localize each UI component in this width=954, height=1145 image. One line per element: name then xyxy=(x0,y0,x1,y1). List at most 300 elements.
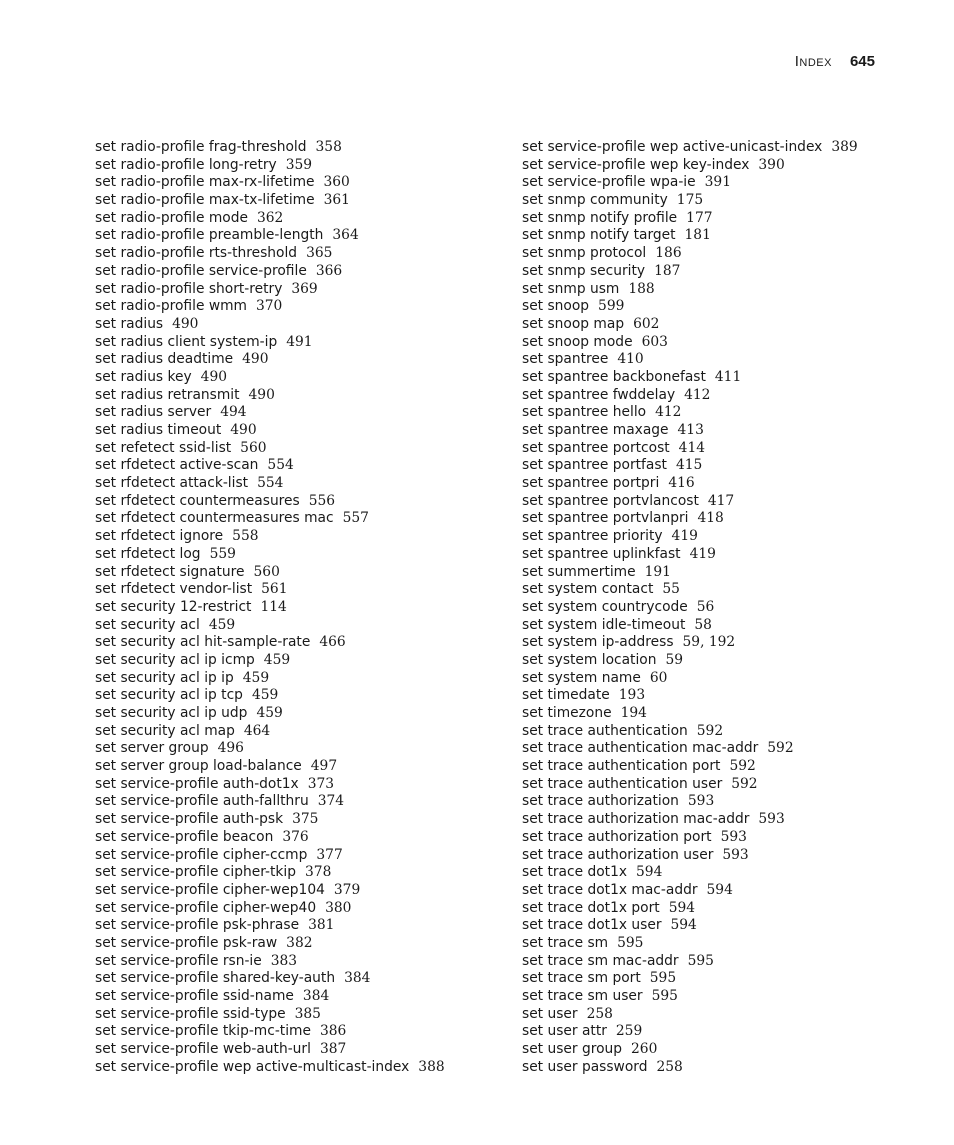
index-page-ref: 259 xyxy=(615,1023,643,1040)
index-term: set security acl hit-sample-rate xyxy=(95,634,311,651)
index-entry xyxy=(522,599,922,617)
index-page-ref: 602 xyxy=(633,315,660,332)
index-page-ref: 459 xyxy=(256,705,283,721)
index-page-ref: 177 xyxy=(686,209,713,226)
index-entry xyxy=(95,510,505,528)
index-page-ref: 459 xyxy=(251,687,279,704)
index-entry xyxy=(95,227,505,245)
index-entry xyxy=(95,263,505,281)
index-entry xyxy=(95,334,505,352)
index-term: set service-profile tkip-mc-time xyxy=(95,1023,311,1040)
index-term: set radius timeout xyxy=(95,422,222,438)
index-page-ref: 260 xyxy=(631,1041,658,1058)
index-term: set snmp usm xyxy=(522,280,620,297)
index-term: set trace sm user xyxy=(522,988,643,1004)
running-header xyxy=(795,53,875,70)
index-term: set radius client system-ip xyxy=(95,333,278,350)
index-entry xyxy=(95,847,505,865)
index-page-ref: 594 xyxy=(636,864,663,881)
index-entry xyxy=(522,245,922,263)
index-page-ref: 414 xyxy=(678,439,706,456)
index-entry xyxy=(95,882,505,900)
index-entry xyxy=(522,935,922,953)
index-page-ref: 365 xyxy=(306,245,333,262)
index-page-ref: 419 xyxy=(671,528,698,545)
index-entry xyxy=(95,475,505,493)
index-entry xyxy=(95,528,505,546)
index-page-ref: 383 xyxy=(270,952,298,969)
index-entry xyxy=(522,174,922,192)
index-entry xyxy=(522,634,922,652)
index-page-ref: 559 xyxy=(209,545,236,562)
index-entry xyxy=(95,935,505,953)
index-entry xyxy=(95,351,505,369)
index-entry xyxy=(95,776,505,794)
index-page-ref: 379 xyxy=(333,881,361,898)
index-page-ref: 595 xyxy=(687,952,714,969)
index-page-ref: 459 xyxy=(208,616,236,633)
index-entry xyxy=(522,351,922,369)
index-page-ref: 359 xyxy=(285,156,313,173)
index-entry xyxy=(522,493,922,511)
index-term: set system name xyxy=(522,669,641,686)
index-page-ref: 490 xyxy=(172,315,199,332)
index-page-ref: 364 xyxy=(332,227,359,244)
index-page-ref: 556 xyxy=(308,492,336,509)
index-term: set trace authentication mac-addr xyxy=(522,740,759,757)
index-term: set server group xyxy=(95,740,209,757)
index-term: set system contact xyxy=(522,581,654,598)
index-entry xyxy=(522,953,922,971)
index-page-ref: 561 xyxy=(261,581,288,598)
index-entry xyxy=(95,493,505,511)
index-page-ref: 55 xyxy=(662,581,680,598)
index-page-ref: 593 xyxy=(758,811,785,828)
index-page-ref: 175 xyxy=(676,192,704,209)
index-entry xyxy=(522,1023,922,1041)
index-term: set summertime xyxy=(522,563,636,580)
index-term: set service-profile cipher-tkip xyxy=(95,864,297,881)
index-entry xyxy=(522,564,922,582)
index-page-ref: 412 xyxy=(655,404,682,421)
index-page-ref: 384 xyxy=(344,970,371,987)
index-page-ref: 193 xyxy=(618,687,646,704)
index-term: set refetect ssid-list xyxy=(95,439,232,456)
index-term: set snoop map xyxy=(522,315,625,332)
index-entry xyxy=(95,422,505,440)
index-entry xyxy=(522,510,922,528)
index-term: set spantree portfast xyxy=(522,457,667,474)
index-term: set system location xyxy=(522,651,657,668)
index-term: set rfdetect signature xyxy=(95,563,245,580)
index-page-ref: 366 xyxy=(315,262,343,279)
index-term: set trace authorization xyxy=(522,793,679,810)
index-page-ref: 385 xyxy=(294,1005,321,1022)
index-term: set radius server xyxy=(95,404,212,421)
index-page-ref: 595 xyxy=(649,970,677,987)
index-page-ref: 360 xyxy=(323,174,350,191)
index-page-ref: 258 xyxy=(656,1058,683,1075)
index-term: set radius deadtime xyxy=(95,351,234,368)
index-page-ref: 58 xyxy=(694,616,712,633)
index-page-ref: 466 xyxy=(319,634,346,651)
index-page-ref: 191 xyxy=(644,563,671,580)
index-term: set radio-profile max-rx-lifetime xyxy=(95,174,315,191)
index-page-ref: 491 xyxy=(286,333,313,350)
index-entry xyxy=(95,652,505,670)
index-term: set service-profile beacon xyxy=(95,828,274,845)
index-term: set radio-profile frag-threshold xyxy=(95,139,307,155)
index-term: set service-profile web-auth-url xyxy=(95,1041,311,1058)
index-term: set service-profile rsn-ie xyxy=(95,952,262,969)
index-entry xyxy=(522,670,922,688)
index-entry xyxy=(95,210,505,228)
index-term: set spantree backbonefast xyxy=(522,368,706,385)
index-page-ref: 361 xyxy=(323,192,350,209)
index-entry xyxy=(522,387,922,405)
index-term: set rfdetect log xyxy=(95,545,201,562)
index-page-ref: 592 xyxy=(767,740,794,757)
index-entry xyxy=(95,900,505,918)
index-page-ref: 490 xyxy=(248,386,275,403)
index-entry xyxy=(522,475,922,493)
index-page-ref: 386 xyxy=(319,1023,347,1040)
index-term: set system countrycode xyxy=(522,598,688,615)
index-entry xyxy=(95,829,505,847)
index-term: set spantree portvlanpri xyxy=(522,510,689,527)
index-entry xyxy=(522,740,922,758)
index-term: set service-profile wpa-ie xyxy=(522,174,696,191)
index-term: set server group load-balance xyxy=(95,758,302,775)
index-term: set service-profile psk-raw xyxy=(95,934,278,951)
index-entry xyxy=(522,528,922,546)
index-page-ref: 558 xyxy=(232,528,259,545)
index-page-ref: 380 xyxy=(325,899,352,916)
index-term: set radio-profile rts-threshold xyxy=(95,245,298,262)
index-entry xyxy=(95,192,505,210)
index-term: set security acl ip icmp xyxy=(95,651,255,668)
index-entry xyxy=(95,298,505,316)
index-page-ref: 194 xyxy=(620,705,647,721)
index-page-ref: 560 xyxy=(253,563,280,580)
index-page-ref: 490 xyxy=(200,368,228,385)
index-page-ref: 594 xyxy=(668,899,696,916)
index-term: set user xyxy=(522,1005,578,1022)
index-term: set radio-profile preamble-length xyxy=(95,227,324,244)
index-entry xyxy=(95,988,505,1006)
index-page-ref: 419 xyxy=(689,545,716,562)
index-page-ref: 560 xyxy=(240,439,267,456)
index-page-ref: 593 xyxy=(722,846,749,863)
index-term: set service-profile wep active-unicast-index xyxy=(522,139,823,155)
index-term: set snoop xyxy=(522,298,590,315)
index-entry xyxy=(95,157,505,175)
index-entry xyxy=(95,245,505,263)
index-page-ref: 384 xyxy=(302,988,330,1004)
index-page-ref: 375 xyxy=(292,811,319,828)
index-entry xyxy=(95,634,505,652)
index-term: set security acl ip ip xyxy=(95,669,234,686)
index-entry xyxy=(95,705,505,723)
index-entry xyxy=(522,811,922,829)
index-term: set trace dot1x mac-addr xyxy=(522,881,698,898)
index-entry xyxy=(95,1006,505,1024)
index-entry xyxy=(522,334,922,352)
index-term: set radius key xyxy=(95,368,192,385)
index-entry xyxy=(522,882,922,900)
index-page-ref: 387 xyxy=(319,1041,347,1058)
index-page-ref: 258 xyxy=(586,1005,613,1022)
index-entry xyxy=(522,210,922,228)
index-entry xyxy=(522,988,922,1006)
index-page-ref: 554 xyxy=(267,457,294,474)
index-entry xyxy=(522,617,922,635)
index-page-ref: 381 xyxy=(308,917,335,934)
index-entry xyxy=(95,970,505,988)
index-term: set timezone xyxy=(522,705,612,721)
index-entry xyxy=(95,811,505,829)
index-term: set snmp security xyxy=(522,262,646,279)
index-entry xyxy=(522,281,922,299)
index-page-ref: 459 xyxy=(263,651,291,668)
index-entry xyxy=(95,281,505,299)
index-term: set radio-profile long-retry xyxy=(95,156,277,173)
index-entry xyxy=(95,139,505,157)
index-term: set snmp community xyxy=(522,192,668,209)
index-entry xyxy=(522,263,922,281)
index-term: set snoop mode xyxy=(522,333,633,350)
index-entry xyxy=(522,776,922,794)
index-term: set service-profile cipher-wep40 xyxy=(95,899,317,916)
index-term: set trace dot1x user xyxy=(522,917,662,934)
index-term: set user group xyxy=(522,1041,623,1058)
index-entry xyxy=(522,369,922,387)
index-entry xyxy=(522,723,922,741)
index-entry xyxy=(95,670,505,688)
index-entry xyxy=(95,457,505,475)
index-page-ref: 377 xyxy=(316,846,343,863)
index-page-ref: 418 xyxy=(697,510,724,527)
index-page-ref: 374 xyxy=(317,793,345,810)
index-term: set service-profile shared-key-auth xyxy=(95,970,336,987)
index-page-ref: 362 xyxy=(256,209,284,226)
index-entry xyxy=(522,404,922,422)
index-term: set spantree xyxy=(522,351,609,368)
index-term: set radio-profile mode xyxy=(95,209,248,226)
index-term: set service-profile cipher-wep104 xyxy=(95,881,325,898)
index-entry xyxy=(522,864,922,882)
index-page-ref: 187 xyxy=(654,262,681,279)
index-page-ref: 417 xyxy=(707,492,735,509)
index-page-ref: 496 xyxy=(217,740,244,757)
index-term: set trace sm mac-addr xyxy=(522,952,679,969)
index-page-ref: 411 xyxy=(714,368,742,385)
index-entry xyxy=(522,847,922,865)
index-term: set service-profile psk-phrase xyxy=(95,917,300,934)
index-term: set trace authorization port xyxy=(522,828,712,845)
index-term: set trace authorization user xyxy=(522,846,714,863)
index-entry xyxy=(522,917,922,935)
index-entry xyxy=(95,1041,505,1059)
index-term: set snmp notify profile xyxy=(522,209,678,226)
index-entry xyxy=(522,440,922,458)
index-entry xyxy=(95,174,505,192)
index-page-ref: 188 xyxy=(628,280,655,297)
index-term: set system idle-timeout xyxy=(522,616,686,633)
index-entry xyxy=(95,599,505,617)
index-page-ref: 599 xyxy=(598,298,625,315)
index-page-ref: 494 xyxy=(220,404,247,421)
index-term: set service-profile auth-psk xyxy=(95,811,284,828)
index-page-ref: 415 xyxy=(675,457,703,474)
index-term: set user password xyxy=(522,1058,648,1075)
index-entry xyxy=(95,864,505,882)
index-entry xyxy=(522,793,922,811)
index-entry xyxy=(522,457,922,475)
index-term: set radio-profile max-tx-lifetime xyxy=(95,192,315,209)
index-term: set radio-profile wmm xyxy=(95,298,247,315)
index-page-ref: 490 xyxy=(242,351,269,368)
index-page-ref: 412 xyxy=(684,386,711,403)
page-number: 645 xyxy=(849,53,875,70)
index-term: set radio-profile service-profile xyxy=(95,262,307,279)
index-term: set security acl ip tcp xyxy=(95,687,243,704)
index-term: set trace sm port xyxy=(522,970,641,987)
index-term: set security acl map xyxy=(95,722,235,739)
index-entry xyxy=(522,546,922,564)
index-page-ref: 391 xyxy=(704,174,731,191)
index-page-ref: 594 xyxy=(670,917,697,934)
index-term: set rfdetect countermeasures mac xyxy=(95,510,334,527)
index-page-ref: 56 xyxy=(696,598,715,615)
index-term: set rfdetect ignore xyxy=(95,528,224,545)
index-term: set service-profile wep active-multicast-index xyxy=(95,1058,410,1075)
index-entry xyxy=(95,740,505,758)
index-entry xyxy=(522,1041,922,1059)
index-entry xyxy=(522,581,922,599)
index-term: set trace authentication port xyxy=(522,758,721,775)
index-entry xyxy=(95,440,505,458)
index-page-ref: 410 xyxy=(617,351,644,368)
index-entry xyxy=(522,900,922,918)
index-page-ref: 592 xyxy=(731,775,758,792)
index-entry xyxy=(95,404,505,422)
index-page-ref: 59, 192 xyxy=(682,634,736,651)
index-page-ref: 114 xyxy=(260,598,287,615)
index-term: set spantree portpri xyxy=(522,475,660,492)
index-page-ref: 369 xyxy=(291,280,318,297)
index-term: set spantree portcost xyxy=(522,439,670,456)
index-term: set trace sm xyxy=(522,934,609,951)
index-term: set snmp protocol xyxy=(522,245,647,262)
index-entry xyxy=(95,316,505,334)
index-entry xyxy=(522,705,922,723)
index-entry xyxy=(95,581,505,599)
index-page-ref: 464 xyxy=(243,722,271,739)
index-entry xyxy=(522,970,922,988)
index-term: set system ip-address xyxy=(522,634,674,651)
index-entry xyxy=(95,758,505,776)
index-page-ref: 382 xyxy=(286,934,313,951)
index-entry xyxy=(95,953,505,971)
index-term: set spantree hello xyxy=(522,404,647,421)
index-entry xyxy=(522,139,922,157)
index-term: set rfdetect vendor-list xyxy=(95,581,253,598)
index-term: set service-profile ssid-type xyxy=(95,1005,286,1022)
index-page-ref: 358 xyxy=(315,139,342,155)
index-term: set service-profile auth-dot1x xyxy=(95,775,299,792)
index-page-ref: 186 xyxy=(655,245,682,262)
index-page-ref: 60 xyxy=(649,669,668,686)
index-term: set user attr xyxy=(522,1023,607,1040)
index-entry xyxy=(95,723,505,741)
index-page-ref: 413 xyxy=(677,422,704,438)
index-entry xyxy=(522,227,922,245)
index-entry xyxy=(522,422,922,440)
index-term: set service-profile ssid-name xyxy=(95,988,294,1004)
index-entry xyxy=(522,687,922,705)
index-entry xyxy=(522,157,922,175)
index-entry xyxy=(522,829,922,847)
index-entry xyxy=(95,687,505,705)
index-term: set spantree priority xyxy=(522,528,663,545)
index-term: set trace dot1x port xyxy=(522,899,660,916)
index-entry xyxy=(522,1059,922,1077)
section-title: Index xyxy=(794,53,832,70)
index-term: set trace authorization mac-addr xyxy=(522,811,750,828)
index-entry xyxy=(522,758,922,776)
index-entry xyxy=(95,369,505,387)
index-page-ref: 595 xyxy=(617,934,644,951)
index-page-ref: 181 xyxy=(684,227,711,244)
index-term: set spantree uplinkfast xyxy=(522,545,681,562)
index-column-left xyxy=(95,139,505,1076)
index-term: set security acl ip udp xyxy=(95,705,248,721)
index-entry xyxy=(95,387,505,405)
index-entry xyxy=(95,1023,505,1041)
index-page-ref: 594 xyxy=(706,881,733,898)
index-page-ref: 557 xyxy=(342,510,369,527)
index-term: set service-profile cipher-ccmp xyxy=(95,846,308,863)
index-page-ref: 378 xyxy=(305,864,332,881)
index-page-ref: 490 xyxy=(230,422,257,438)
index-entry xyxy=(95,617,505,635)
index-page-ref: 59 xyxy=(665,651,684,668)
index-entry xyxy=(522,1006,922,1024)
index-term: set radius retransmit xyxy=(95,386,240,403)
index-entry xyxy=(522,298,922,316)
index-page-ref: 388 xyxy=(418,1058,445,1075)
index-term: set rfdetect countermeasures xyxy=(95,492,300,509)
index-term: set rfdetect attack-list xyxy=(95,475,249,492)
index-term: set timedate xyxy=(522,687,610,704)
index-entry xyxy=(95,564,505,582)
index-page-ref: 376 xyxy=(282,828,309,845)
index-page-ref: 416 xyxy=(668,475,695,492)
index-term: set service-profile wep key-index xyxy=(522,156,750,173)
index-entry xyxy=(95,793,505,811)
index-entry xyxy=(522,652,922,670)
index-page-ref: 592 xyxy=(729,758,756,775)
index-term: set radio-profile short-retry xyxy=(95,280,283,297)
index-term: set snmp notify target xyxy=(522,227,676,244)
index-term: set spantree maxage xyxy=(522,422,669,438)
index-term: set trace dot1x xyxy=(522,864,628,881)
index-entry xyxy=(95,546,505,564)
index-term: set security acl xyxy=(95,616,200,633)
index-page-ref: 497 xyxy=(310,758,338,775)
index-page-ref: 592 xyxy=(696,722,724,739)
